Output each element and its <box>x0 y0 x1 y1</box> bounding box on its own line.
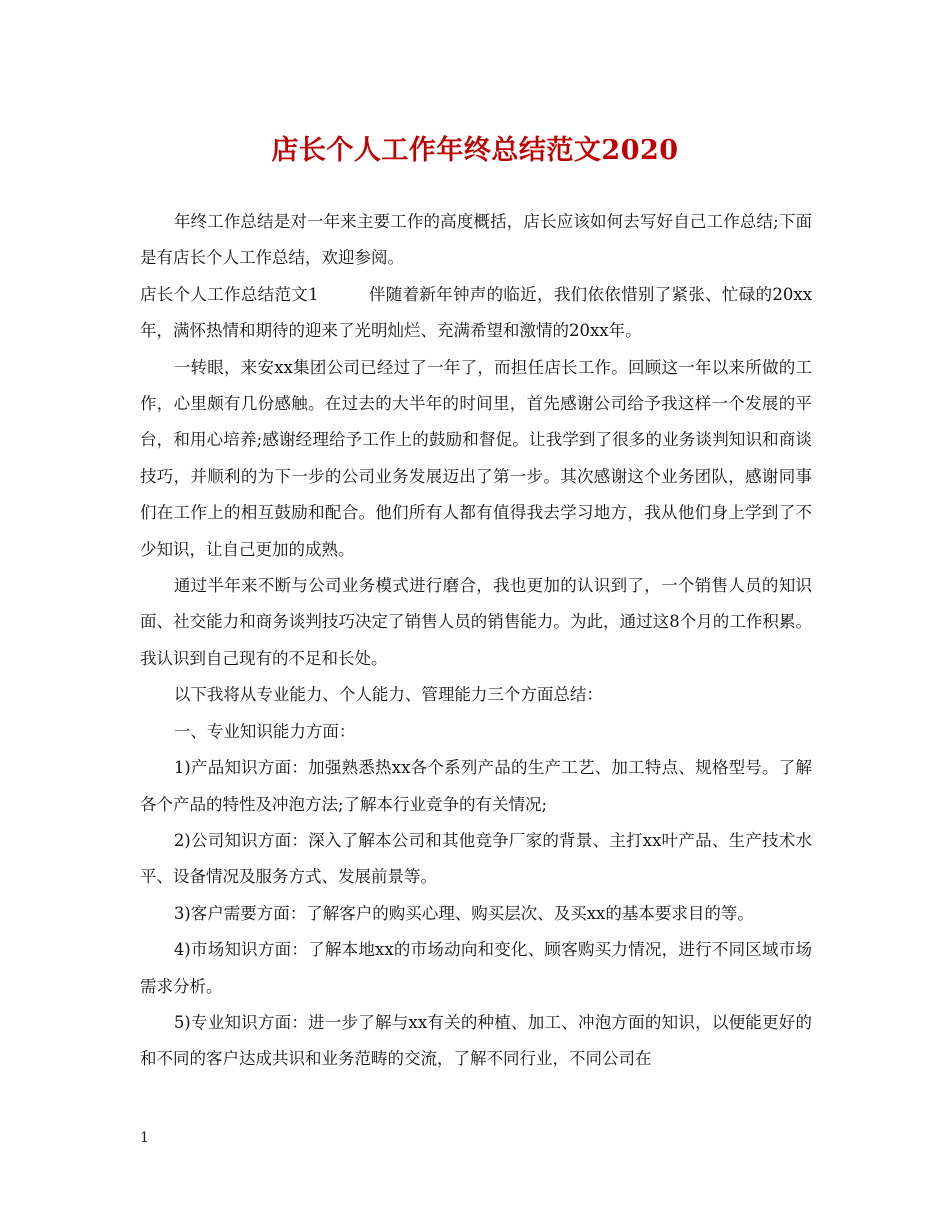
list-item-market-knowledge: 4)市场知识方面：了解本地xx的市场动向和变化、顾客购买力情况，进行不同区域市场需求分析。 <box>140 940 812 996</box>
paragraph-review: 一转眼，来安xx集团公司已经过了一年了，而担任店长工作。回顾这一年以来所做的工作，心里颇有几份感触。在过去的大半年的时间里，首先感谢公司给予我这样一个发展的平台，和用心培养;感谢经理给予工作上的鼓励和督促。让我学到了很多的业务谈判知识和商谈技巧，并顺利的为下一步的公司业务发展迈出了第一步。其次感谢这个业务团队，感谢同事们在工作上的相互鼓励和配合。他们所有人都有值得我去学习地方，我从他们身上学到了不少知识，让自己更加的成熟。 <box>140 357 812 559</box>
list-item-professional-knowledge: 5)专业知识方面：进一步了解与xx有关的种植、加工、冲泡方面的知识，以便能更好的和不同的客户达成共识和业务范畴的交流，了解不同行业，不同公司在 <box>140 1012 812 1069</box>
section-heading: 店长个人工作总结范文1 <box>140 284 319 304</box>
paragraph-heading-professional: 一、专业知识能力方面： <box>173 721 356 741</box>
paragraph-reflection: 通过半年来不断与公司业务模式进行磨合，我也更加的认识到了，一个销售人员的知识面、社交能力和商务谈判技巧决定了销售人员的销售能力。为此，通过这8个月的工作积累。我认识到自己现有的不足和长处。 <box>140 576 812 668</box>
paragraph-section-1 <box>140 277 812 350</box>
list-item-product-knowledge: 1)产品知识方面：加强熟悉热xx各个系列产品的生产工艺、加工特点、规格型号。了解各个产品的特性及冲泡方法;了解本行业竞争的有关情况; <box>140 758 812 814</box>
paragraph-outline: 以下我将从专业能力、个人能力、管理能力三个方面总结： <box>173 685 603 705</box>
section-text: 伴随着新年钟声的临近，我们依依惜别了紧张、忙碌的20xx年，满怀热情和期待的迎来了光明灿烂、充满希望和激情的20xx年。 <box>140 284 812 341</box>
document-title: 店长个人工作年终总结范文2020 <box>271 135 679 166</box>
page-number: 1 <box>140 1130 149 1146</box>
list-item-customer-needs: 3)客户需要方面：了解客户的购买心理、购买层次、及买xx的基本要求目的等。 <box>173 903 754 923</box>
document-body <box>140 204 812 1078</box>
paragraph-intro: 年终工作总结是对一年来主要工作的高度概括，店长应该如何去写好自己工作总结;下面是有店长个人工作总结，欢迎参阅。 <box>140 212 812 268</box>
list-item-company-knowledge: 2)公司知识方面：深入了解本公司和其他竞争厂家的背景、主打xx叶产品、生产技术水平、设备情况及服务方式、发展前景等。 <box>140 830 812 887</box>
